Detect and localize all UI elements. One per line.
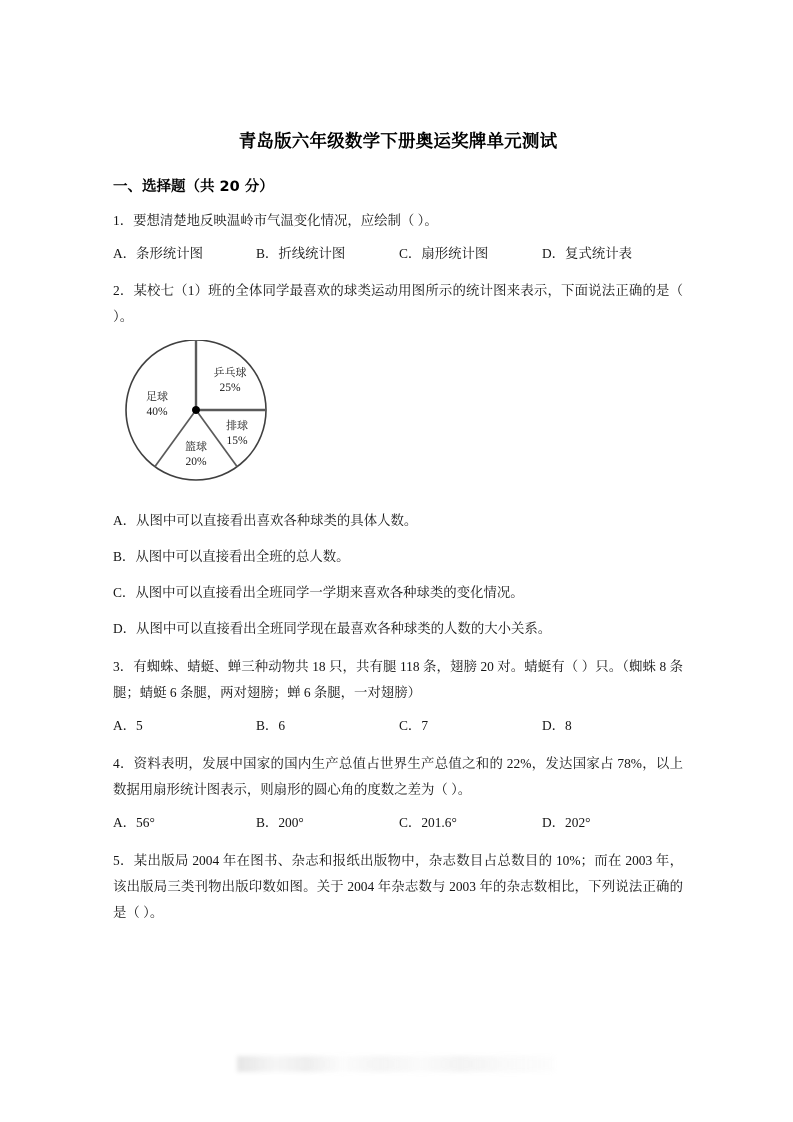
question-1-option-d[interactable]: D．复式统计表 xyxy=(542,246,633,261)
question-1-option-b[interactable]: B．折线统计图 xyxy=(256,246,346,261)
question-3-option-a[interactable]: A．5 xyxy=(113,718,143,733)
question-2-option-a[interactable]: A．从图中可以直接看出喜欢各种球类的具体人数。 xyxy=(113,513,418,528)
question-5-stem: 5．某出版局 2004 年在图书、杂志和报纸出版物中，杂志数目占总数目的 10%；而在 2003 年，该出版局三类刊物出版印数如图。关于 2004 年杂志数与 2003 年的杂志数相比，下列说法正确的是（ ）。 xyxy=(113,853,683,920)
question-2-stem: 2．某校七（1）班的全体同学最喜欢的球类运动用图所示的统计图来表示，下面说法正确的是（ ）。 xyxy=(113,283,683,324)
pie-slice-value-volleyball: 15% xyxy=(226,435,248,447)
question-4-options xyxy=(113,810,683,836)
document-content xyxy=(113,0,683,926)
pie-slice-label-football: 足球 xyxy=(146,390,168,403)
question-2-option-b[interactable]: B．从图中可以直接看出全班的总人数。 xyxy=(113,549,350,564)
section-header-choice: 一、选择题（共 20 分） xyxy=(113,179,274,195)
bottom-watermark-band xyxy=(237,1056,555,1072)
question-1-stem: 1．要想清楚地反映温岭市气温变化情况，应绘制（ ）。 xyxy=(113,213,438,228)
pie-slice-value-basketball: 20% xyxy=(185,456,207,468)
question-3-option-c[interactable]: C．7 xyxy=(399,718,429,733)
question-1-option-a[interactable]: A．条形统计图 xyxy=(113,246,204,261)
question-3-options xyxy=(113,713,683,739)
pie-slice-value-football: 40% xyxy=(146,406,168,418)
pie-slice-label-basketball: 篮球 xyxy=(185,440,207,453)
question-2-options xyxy=(113,508,683,642)
question-3-option-b[interactable]: B．6 xyxy=(256,718,286,733)
pie-chart-svg xyxy=(113,340,413,498)
question-1-options xyxy=(113,241,683,267)
pie-slice-label-volleyball: 排球 xyxy=(226,419,248,432)
question-4-option-b[interactable]: B．200° xyxy=(256,815,304,830)
pie-slice-label-pingpong: 乒乓球 xyxy=(213,366,247,379)
question-1-option-c[interactable]: C．扇形统计图 xyxy=(399,246,489,261)
page-title: 青岛版六年级数学下册奥运奖牌单元测试 xyxy=(238,132,558,152)
question-2-option-d[interactable]: D．从图中可以直接看出全班同学现在最喜欢各种球类的人数的大小关系。 xyxy=(113,621,552,636)
question-4-stem: 4．资料表明，发展中国家的国内生产总值占世界生产总值之和的 22%，发达国家占 78%，以上数据用扇形统计图表示，则扇形的圆心角的度数之差为（ ）。 xyxy=(113,756,683,797)
question-4-option-a[interactable]: A．56° xyxy=(113,815,155,830)
question-3-option-d[interactable]: D．8 xyxy=(542,718,572,733)
question-4-option-d[interactable]: D．202° xyxy=(542,815,591,830)
ball-sports-pie-chart xyxy=(113,340,683,498)
question-2-option-c[interactable]: C．从图中可以直接看出全班同学一学期来喜欢各种球类的变化情况。 xyxy=(113,585,524,600)
question-3-stem: 3．有蜘蛛、蜻蜓、蝉三种动物共 18 只，共有腿 118 条，翅膀 20 对。蜻蜓有（ ）只。（蜘蛛 8 条腿；蜻蜓 6 条腿，两对翅膀；蝉 6 条腿，一对翅膀） xyxy=(113,659,683,700)
question-4-option-c[interactable]: C．201.6° xyxy=(399,815,457,830)
pie-center-dot xyxy=(192,406,200,414)
pie-slice-value-pingpong: 25% xyxy=(219,382,241,394)
